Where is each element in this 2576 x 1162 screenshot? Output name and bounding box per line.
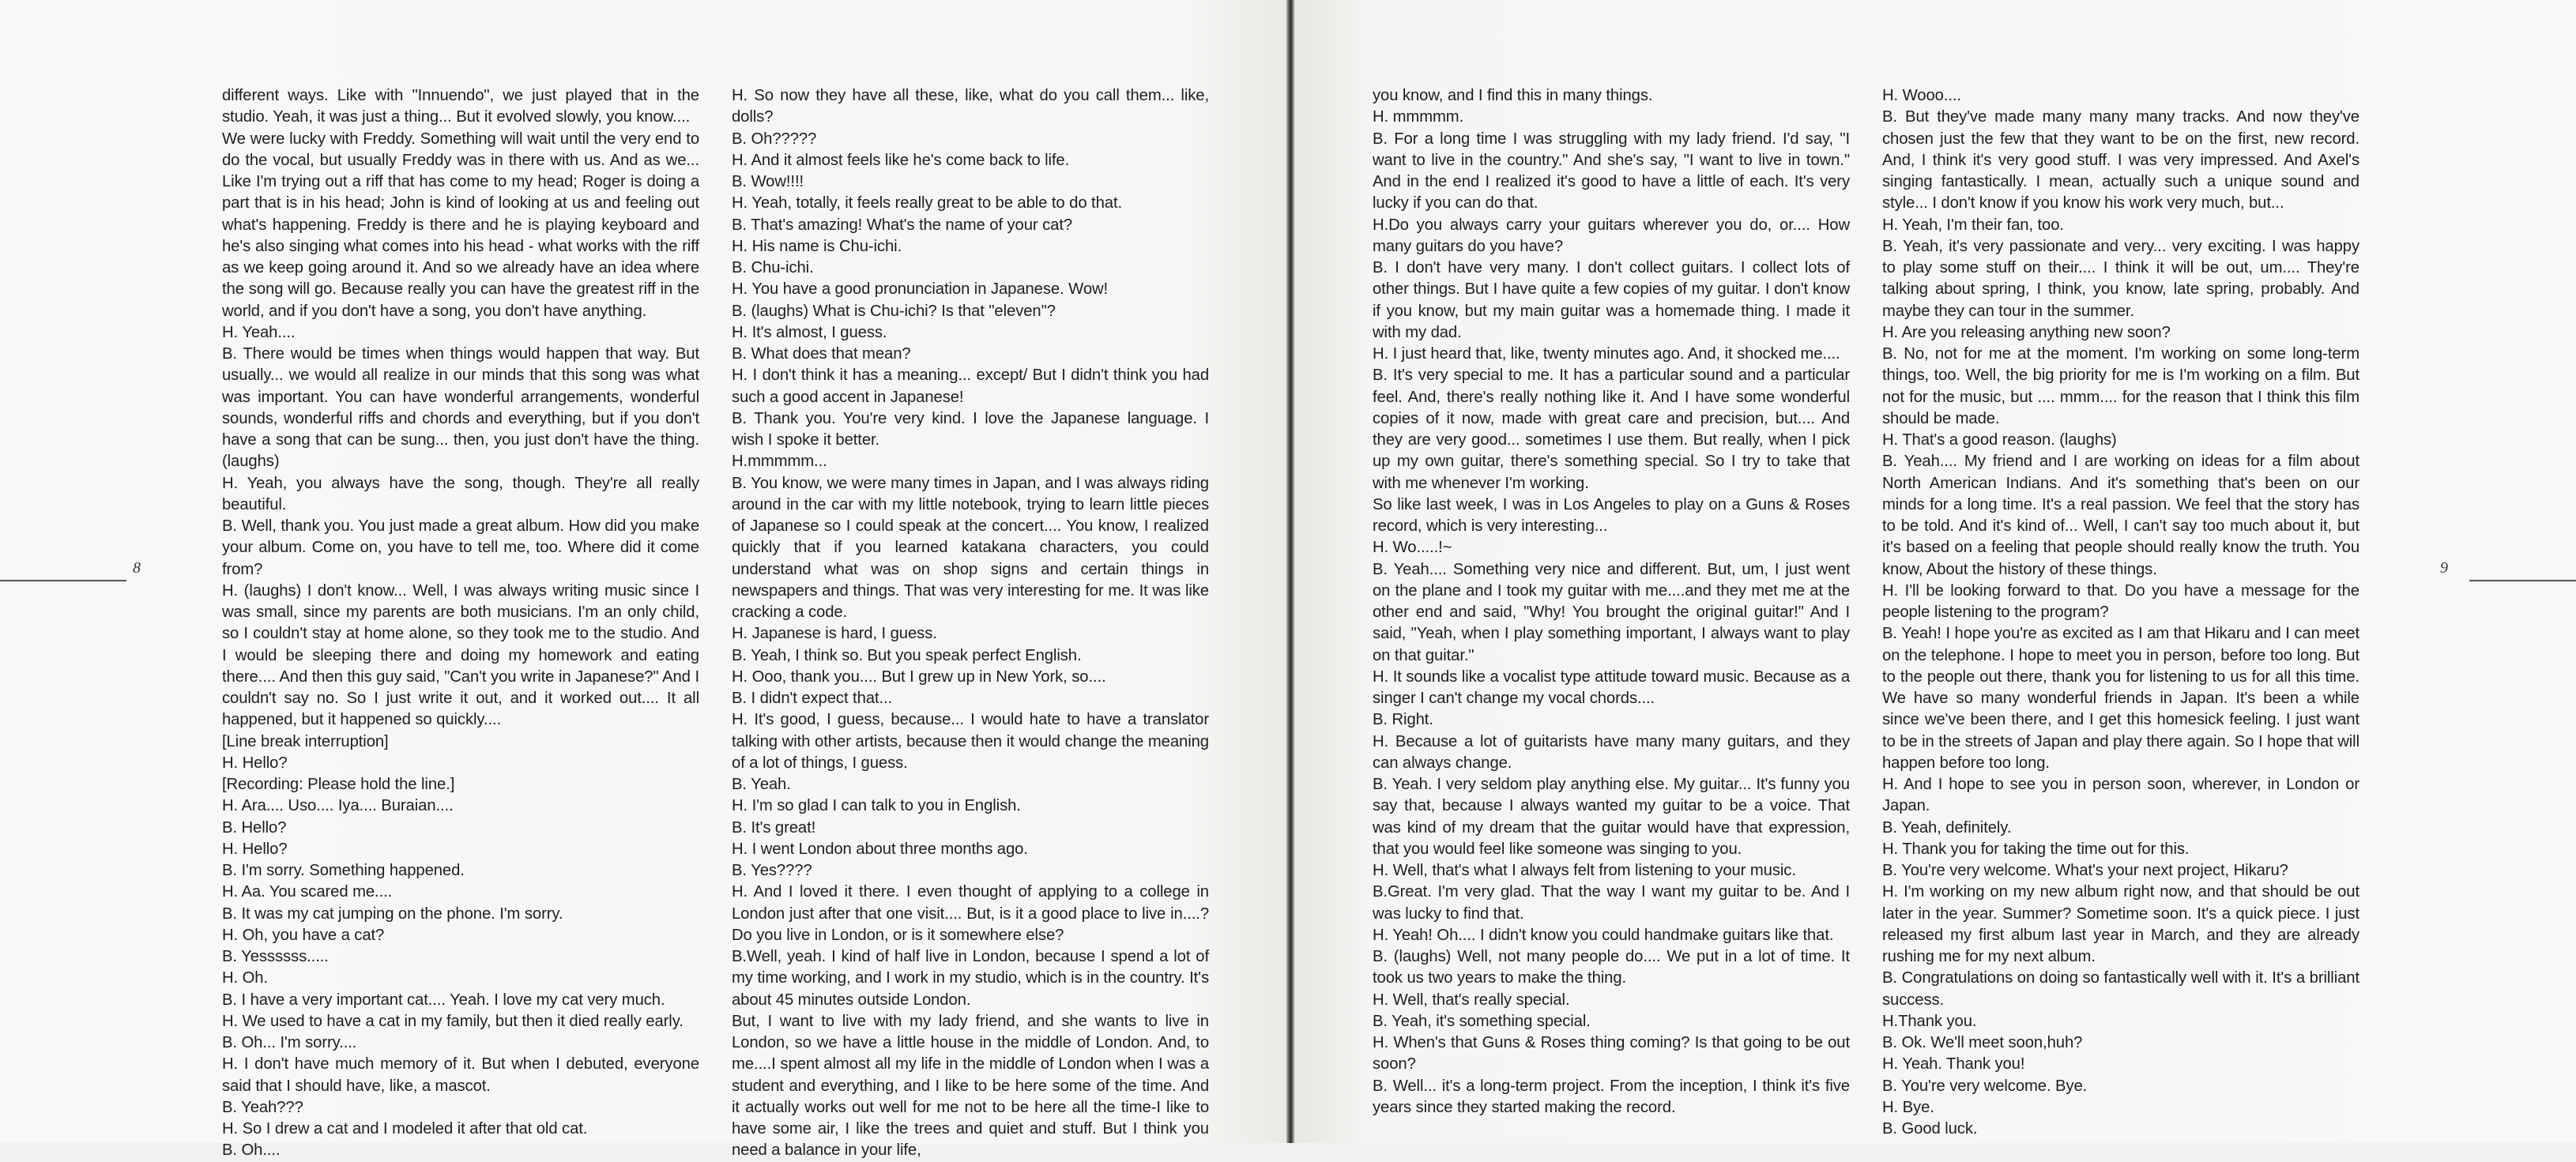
dialogue-paragraph: B. (laughs) Well, not many people do.... We put in a lot of time. It took us two years to make the thing. [1373, 948, 1850, 987]
dialogue-paragraph: H. Wo.....!~ [1373, 539, 1452, 557]
right-column-2 [1882, 85, 2359, 1140]
dialogue-paragraph: B. You're very welcome. What's your next project, Hikaru? [1882, 862, 2288, 879]
dialogue-paragraph: B. Yeah.... My friend and I are working on ideas for a film about North American Indians. And it's something that's been on our minds for a long time. It's a real passion. We feel that the story has to be told. And it's kind of... Well, I can't say too much about it, but it's based on a feeling that people should really know the truth. You know, About the history of these things. [1882, 453, 2359, 578]
dialogue-paragraph: H. Yeah.... [222, 323, 296, 341]
dialogue-paragraph: H. Wooo.... [1882, 87, 1961, 104]
dialogue-paragraph: B. Yeah. [732, 776, 791, 793]
dialogue-paragraph: H. Yeah! Oh.... I didn't know you could handmake guitars like that. [1373, 926, 1834, 944]
dialogue-paragraph: B. Yessssss..... [222, 948, 329, 965]
dialogue-paragraph: H. Yeah, totally, it feels really great to be able to do that. [732, 194, 1123, 212]
dialogue-paragraph: different ways. Like with "Innuendo", we just played that in the studio. Yeah, it was just a thing... But it evolved slowly, you know.... [222, 87, 699, 126]
dialogue-paragraph: B.Well, yeah. I kind of half live in London, because I spend a lot of my time working, and I work in my studio, which is in the country. It's about 45 minutes outside London. [732, 948, 1209, 1009]
dialogue-paragraph: B. Yeah??? [222, 1098, 303, 1116]
dialogue-paragraph: H. So now they have all these, like, what do you call them... like, dolls? [732, 87, 1209, 126]
dialogue-paragraph: H. Yeah, you always have the song, though. They're all really beautiful. [222, 474, 699, 513]
dialogue-paragraph: H. Yeah. Thank you! [1882, 1055, 2025, 1074]
dialogue-paragraph: But, I want to live with my lady friend, and she wants to live in London, so we have a little house in the middle of London. And, to me....I spent almost all my life in the middle of London when I was a student and everything, and I like to be here some of the time. And it actually works out well for me not to be here all the time-I like to have some air, I like the trees and quiet and stuff. But I think you need a balance in your life, [732, 1012, 1209, 1160]
dialogue-paragraph: H. Ooo, thank you.... But I grew up in New York, so.... [732, 667, 1106, 686]
dialogue-paragraph: B. I didn't expect that... [732, 690, 893, 707]
dialogue-paragraph: B. You know, we were many times in Japan, and I was always riding around in the car with my little notebook, trying to learn little pieces of Japanese so I could speak at the concert.... You know, I realized quickly that if you learned katakana characters, you could understand what was on shop signs and certain things in newspapers and things. That was very interesting for me. It was like cracking a code. [732, 474, 1209, 621]
dialogue-paragraph: H. Bye. [1882, 1098, 1934, 1116]
dialogue-paragraph: H. Ara.... Uso.... Iya.... Buraian.... [222, 797, 454, 815]
dialogue-paragraph: B. It's very special to me. It has a particular sound and a particular feel. And, there's really nothing like it. And I have some wonderful copies of it now, made with great care and precision, but.... And they are very good... sometimes I use them. But really, when I pick up my own guitar, there's something special. So I try to take that with me whenever I'm working. [1373, 367, 1850, 492]
dialogue-paragraph: H. It's good, I guess, because... I would hate to have a translator talking with other artists, because then it would change the meaning of a lot of things, I guess. [732, 711, 1209, 772]
dialogue-paragraph: B. Yeah, definitely. [1882, 818, 2012, 837]
dialogue-paragraph: H. And I loved it there. I even thought of applying to a college in London just after that one visit.... But, is it a good place to live in....? Do you live in London, or is it somewhere else? [732, 883, 1209, 944]
dialogue-paragraph: H. Well, that's what I always felt from listening to your music. [1373, 862, 1796, 879]
dialogue-paragraph: B. I have a very important cat.... Yeah. I love my cat very much. [222, 991, 665, 1009]
dialogue-paragraph: H. Yeah, I'm their fan, too. [1882, 216, 2064, 234]
dialogue-paragraph: you know, and I find this in many things. [1373, 87, 1653, 104]
dialogue-paragraph: H.Thank you. [1882, 1012, 1977, 1030]
dialogue-paragraph: B. Thank you. You're very kind. I love the Japanese language. I wish I spoke it better. [732, 409, 1209, 449]
dialogue-paragraph: H. (laughs) I don't know... Well, I was always writing music since I was small, since my parents are both musicians. I'm an only child, so I couldn't stay at home alone, so they took me to the studio. And I would be sleeping there and doing my homework and eating there.... And then this guy said, "Can't you write in Japanese?" And I couldn't say no. So I just write it out, and it worked out.... It all happened, but it happened so quickly.... [222, 581, 699, 729]
dialogue-paragraph: B. There would be times when things would happen that way. But usually... we would all realize in our minds that this song was what was important. You can have wonderful arrangements, wonderful sounds, wonderful riffs and chords and everything, but if you don't have a song that can be sung... then, you just don't have the thing. (laughs) [222, 345, 699, 471]
left-column-2 [732, 85, 1209, 1162]
dialogue-paragraph: B. Wow!!!! [732, 173, 804, 190]
dialogue-paragraph: H.Do you always carry your guitars wherever you do, or.... How many guitars do you have? [1373, 216, 1850, 255]
dialogue-paragraph: B. Chu-ichi. [732, 259, 814, 276]
dialogue-paragraph: B. Yeah, I think so. But you speak perfect English. [732, 646, 1082, 664]
dialogue-paragraph: H. We used to have a cat in my family, but then it died really early. [222, 1012, 684, 1030]
dialogue-paragraph: H. Well, that's really special. [1373, 991, 1570, 1009]
dialogue-paragraph: H. Japanese is hard, I guess. [732, 625, 937, 643]
dialogue-paragraph: B. You're very welcome. Bye. [1882, 1077, 2088, 1095]
dialogue-paragraph: H. I just heard that, like, twenty minutes ago. And, it shocked me.... [1373, 345, 1840, 363]
dialogue-paragraph: B. For a long time I was struggling with my lady friend. I'd say, "I want to live in the country." And she's say, "I want to live in town." And in the end I realized it's good to have a little of each. It's very lucky if you can do that. [1373, 130, 1850, 212]
dialogue-paragraph: H. When's that Guns & Roses thing coming? Is that going to be out soon? [1373, 1034, 1850, 1074]
dialogue-paragraph: H. mmmmm. [1373, 108, 1464, 126]
dialogue-paragraph: H. It's almost, I guess. [732, 323, 887, 341]
dialogue-paragraph: B. Well... it's a long-term project. From the inception, I think it's five years since they started making the record. [1373, 1077, 1850, 1116]
dialogue-paragraph: B. Congratulations on doing so fantastically well with it. It's a brilliant success. [1882, 969, 2359, 1009]
dialogue-paragraph: B. Yes???? [732, 862, 812, 879]
dialogue-paragraph: B. It's great! [732, 818, 816, 837]
dialogue-paragraph: B. Yeah.... Something very nice and different. But, um, I just went on the plane and I took my guitar with me....and they met me at the other end and said, "Why! You brought the original guitar!" And I said, "Yeah, when I play something important, I always want to play on that guitar." [1373, 560, 1850, 664]
dialogue-paragraph: B. It was my cat jumping on the phone. I'm sorry. [222, 904, 563, 923]
page-number-left: 8 [133, 559, 141, 577]
dialogue-paragraph: So like last week, I was in Los Angeles to play on a Guns & Roses record, which is very interesting... [1373, 495, 1850, 535]
dialogue-paragraph: H. Oh. [222, 969, 269, 987]
dialogue-paragraph: H. I don't have much memory of it. But when I debuted, everyone said that I should have, like, a mascot. [222, 1055, 699, 1095]
right-column-1 [1373, 85, 1850, 1119]
dialogue-paragraph: B. Yeah. I very seldom play anything else. My guitar... It's funny you say that, because I always wanted my guitar to be a voice. That was kind of my dream that the guitar would have that expression, that you would feel like someone was singing to you. [1373, 776, 1850, 858]
dialogue-paragraph: B. Well, thank you. You just made a great album. How did you make your album. Come on, you have to tell me, too. Where did it come from? [222, 517, 699, 578]
dialogue-paragraph: H. Because a lot of guitarists have many many guitars, and they can always change. [1373, 732, 1850, 772]
dialogue-paragraph: We were lucky with Freddy. Something will wait until the very end to do the vocal, but usually Freddy was in there with us. And as we... Like I'm trying out a riff that has come to my head; Roger is doing a part that is in his head; John is kind of looking at us and feeling out what's happening. Freddy is there and he is playing keyboard and he's also singing what comes into his head - what works with the riff as we keep going around it. And so we already have an idea where the song will go. Because really you can have the greatest riff in the world, and if you don't have a song, you don't have anything. [222, 130, 699, 320]
dialogue-paragraph: H. I'll be looking forward to that. Do you have a message for the people listening to the program? [1882, 581, 2359, 621]
dialogue-paragraph: B. Good luck. [1882, 1120, 1978, 1138]
dialogue-paragraph: H. That's a good reason. (laughs) [1882, 431, 2117, 449]
dialogue-paragraph: B. No, not for me at the moment. I'm working on some long-term things, too. Well, the big priority for me is I'm working on a film. But not for the music, but .... mmm.... for the reason that I think this film should be made. [1882, 345, 2359, 427]
dialogue-paragraph: B. Hello? [222, 818, 287, 837]
dialogue-paragraph: H.mmmmm... [732, 453, 827, 471]
dialogue-paragraph: H. I'm so glad I can talk to you in English. [732, 797, 1021, 815]
dialogue-paragraph: H. It sounds like a vocalist type attitude toward music. Because as a singer I can't change my vocal chords.... [1373, 667, 1850, 707]
dialogue-paragraph: B. But they've made many many many tracks. And now they've chosen just the few that they want to be on the first, new record. And, I think it's very good stuff. I was very impressed. And Axel's singing fantastically. I mean, actually such a unique sound and style... I don't know if you know his work very much, but... [1882, 108, 2359, 212]
page-number-rule-right [2469, 580, 2576, 581]
dialogue-paragraph: B. Oh... I'm sorry.... [222, 1034, 357, 1051]
left-column-1 [222, 85, 699, 1162]
dialogue-paragraph: H. Hello? [222, 754, 288, 772]
page-number-right: 9 [2440, 559, 2448, 577]
dialogue-paragraph: B. Yeah, it's something special. [1373, 1012, 1591, 1030]
dialogue-paragraph: B. What does that mean? [732, 345, 911, 363]
dialogue-paragraph: H. I went London about three months ago. [732, 840, 1028, 858]
book-spine [1286, 0, 1294, 1143]
left-page [0, 0, 1286, 1160]
dialogue-paragraph: B. Right. [1373, 711, 1433, 729]
dialogue-paragraph: B. Oh????? [732, 130, 817, 148]
page-number-rule-left [0, 580, 126, 581]
dialogue-paragraph: B. I'm sorry. Something happened. [222, 862, 465, 879]
dialogue-paragraph: B.Great. I'm very glad. That the way I want my guitar to be. And I was lucky to find that. [1373, 883, 1850, 923]
dialogue-paragraph: B. (laughs) What is Chu-ichi? Is that "eleven"? [732, 302, 1056, 320]
dialogue-paragraph: H. And I hope to see you in person soon, wherever, in London or Japan. [1882, 776, 2359, 815]
dialogue-paragraph: H. And it almost feels like he's come back to life. [732, 151, 1070, 169]
dialogue-paragraph: H. I'm working on my new album right now, and that should be out later in the year. Summer? Sometime soon. It's a quick piece. I just released my first album last year in March, and they are already rushing me for my next album. [1882, 883, 2359, 965]
dialogue-paragraph: B. Yeah, it's very passionate and very... very exciting. I was happy to play some stuff on their.... I think it will be out, um.... They're talking about spring, I think, you know, late spring, probably. And maybe they can tour in the summer. [1882, 237, 2359, 320]
dialogue-paragraph: H. Hello? [222, 840, 288, 858]
dialogue-paragraph: H. You have a good pronunciation in Japanese. Wow! [732, 280, 1109, 299]
dialogue-paragraph: H. Are you releasing anything new soon? [1882, 323, 2171, 341]
dialogue-paragraph: H. I don't think it has a meaning... except/ But I didn't think you had such a good accent in Japanese! [732, 367, 1209, 406]
dialogue-paragraph: B. I don't have very many. I don't collect guitars. I collect lots of other things. But I have quite a few copies of my guitar. I don't know if you know, but my main guitar was a homemade thing. I made it with my dad. [1373, 259, 1850, 341]
dialogue-paragraph: H. Aa. You scared me.... [222, 883, 393, 901]
dialogue-paragraph: H. His name is Chu-ichi. [732, 237, 902, 255]
dialogue-paragraph: [Recording: Please hold the line.] [222, 776, 455, 793]
dialogue-paragraph: [Line break interruption] [222, 732, 389, 750]
dialogue-paragraph: H. Oh, you have a cat? [222, 926, 385, 944]
dialogue-paragraph: B. Yeah! I hope you're as excited as I am that Hikaru and I can meet on the telephone. I hope to meet you in person, before too long. But to the people out there, thank you for listening to us for all this time. We have so many wonderful friends in Japan. It's been a while since we've been there, and I get this homesick feeling. I just want to be in the streets of Japan and play there again. So I hope that will happen before too long. [1882, 625, 2359, 772]
dialogue-paragraph: B. That's amazing! What's the name of your cat? [732, 216, 1073, 234]
dialogue-paragraph: B. Oh.... [222, 1141, 281, 1160]
dialogue-paragraph: B. Ok. We'll meet soon,huh? [1882, 1034, 2083, 1051]
dialogue-paragraph: H. Thank you for taking the time out for this. [1882, 840, 2190, 858]
dialogue-paragraph: H. So I drew a cat and I modeled it after that old cat. [222, 1120, 588, 1138]
